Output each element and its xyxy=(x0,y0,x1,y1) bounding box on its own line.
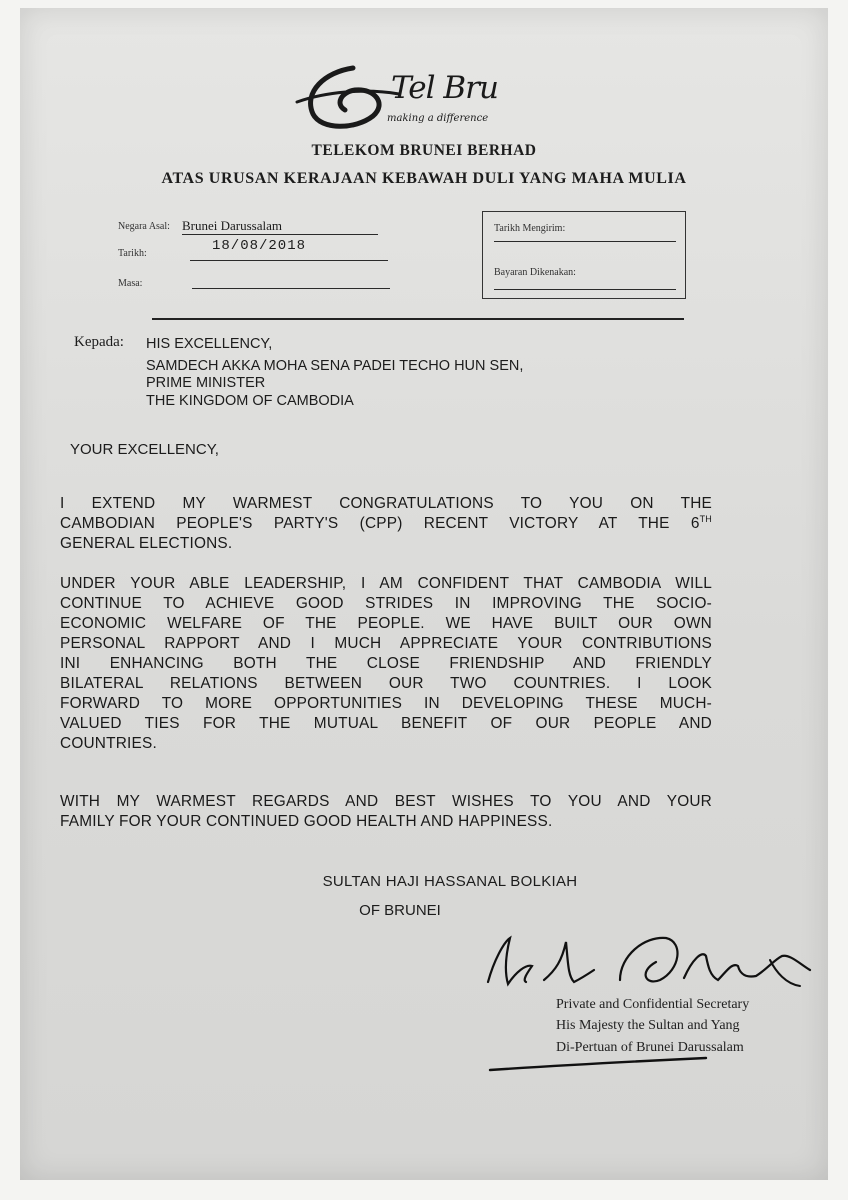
sender-name: SULTAN HAJI HASSANAL BOLKIAH xyxy=(322,873,578,890)
p3-line-2: FAMILY FOR YOUR CONTINUED GOOD HEALTH AND HAPPINESS. xyxy=(60,813,553,830)
kepada-label: Kepada: xyxy=(74,334,124,350)
p2-line-3: ECONOMIC WELFARE OF THE PEOPLE. WE HAVE BUILT OUR OWN xyxy=(60,615,712,632)
address-line-1: HIS EXCELLENCY, xyxy=(146,336,273,352)
p2-line-6: BILATERAL RELATIONS BETWEEN OUR TWO COUNTRIES. I LOOK xyxy=(60,675,712,692)
p3-line-1: WITH MY WARMEST REGARDS AND BEST WISHES TO YOU AND YOUR xyxy=(60,793,712,810)
masa-label: Masa: xyxy=(118,278,143,289)
tarikh-line xyxy=(190,260,388,261)
tarikh-value: 18/08/2018 xyxy=(212,238,307,254)
p1-line-2-text: CAMBODIAN PEOPLE'S PARTY'S (CPP) RECENT VICTORY AT THE 6 xyxy=(60,515,700,532)
ordinal-suffix: TH xyxy=(699,513,712,524)
negara-asal-label: Negara Asal: xyxy=(118,221,170,232)
p1-line-3: GENERAL ELECTIONS. xyxy=(60,535,233,552)
brand-tagline: making a difference xyxy=(387,113,489,124)
tarikh-mengirim-label: Tarikh Mengirim: xyxy=(494,223,566,234)
paragraph-2 xyxy=(60,574,712,754)
p1-line-2 xyxy=(60,514,712,534)
telbru-logo xyxy=(295,58,525,138)
p2-line-5: INI ENHANCING BOTH THE CLOSE FRIENDSHIP AND FRIENDLY xyxy=(60,655,712,672)
p2-line-1: UNDER YOUR ABLE LEADERSHIP, I AM CONFIDENT THAT CAMBODIA WILL xyxy=(60,575,712,592)
secretary-line-2: His Majesty the Sultan and Yang xyxy=(556,1018,740,1033)
telbru-swirl-icon xyxy=(295,58,405,138)
p2-line-2: CONTINUE TO ACHIEVE GOOD STRIDES IN IMPROVING THE SOCIO- xyxy=(60,595,712,612)
secretary-line-1: Private and Confidential Secretary xyxy=(556,997,750,1012)
tarikh-label: Tarikh: xyxy=(118,248,147,259)
negara-asal-value: Brunei Darussalam xyxy=(182,218,283,233)
address-line-3: PRIME MINISTER xyxy=(146,375,266,391)
address-line-2: SAMDECH AKKA MOHA SENA PADEI TECHO HUN SEN, xyxy=(146,358,524,374)
p2-line-9: COUNTRIES. xyxy=(60,735,157,752)
p1-line-1: I EXTEND MY WARMEST CONGRATULATIONS TO YOU ON THE xyxy=(60,495,712,512)
paragraph-3 xyxy=(60,792,712,832)
sender-country: OF BRUNEI xyxy=(359,902,441,919)
header-divider xyxy=(152,318,684,320)
company-name: TELEKOM BRUNEI BERHAD xyxy=(311,142,537,159)
negara-asal-line xyxy=(182,234,378,235)
bayaran-line xyxy=(494,289,676,290)
p2-line-7: FORWARD TO MORE OPPORTUNITIES IN DEVELOPING THESE MUCH- xyxy=(60,695,712,712)
masa-line xyxy=(192,288,390,289)
salutation: YOUR EXCELLENCY, xyxy=(70,441,219,458)
address-line-4: THE KINGDOM OF CAMBODIA xyxy=(146,393,354,409)
secretary-line-3: Di-Pertuan of Brunei Darussalam xyxy=(556,1040,744,1055)
paragraph-1 xyxy=(60,494,712,554)
letterhead-subtitle: ATAS URUSAN KERAJAAN KEBAWAH DULI YANG MAHA MULIA xyxy=(161,170,687,187)
brand-name: Tel Bru xyxy=(391,70,498,106)
p2-line-8: VALUED TIES FOR THE MUTUAL BENEFIT OF OUR PEOPLE AND xyxy=(60,715,712,732)
tarikh-mengirim-line xyxy=(494,241,676,242)
bayaran-label: Bayaran Dikenakan: xyxy=(494,267,576,278)
p2-line-4: PERSONAL RAPPORT AND I MUCH APPRECIATE YOUR CONTRIBUTIONS xyxy=(60,635,712,652)
